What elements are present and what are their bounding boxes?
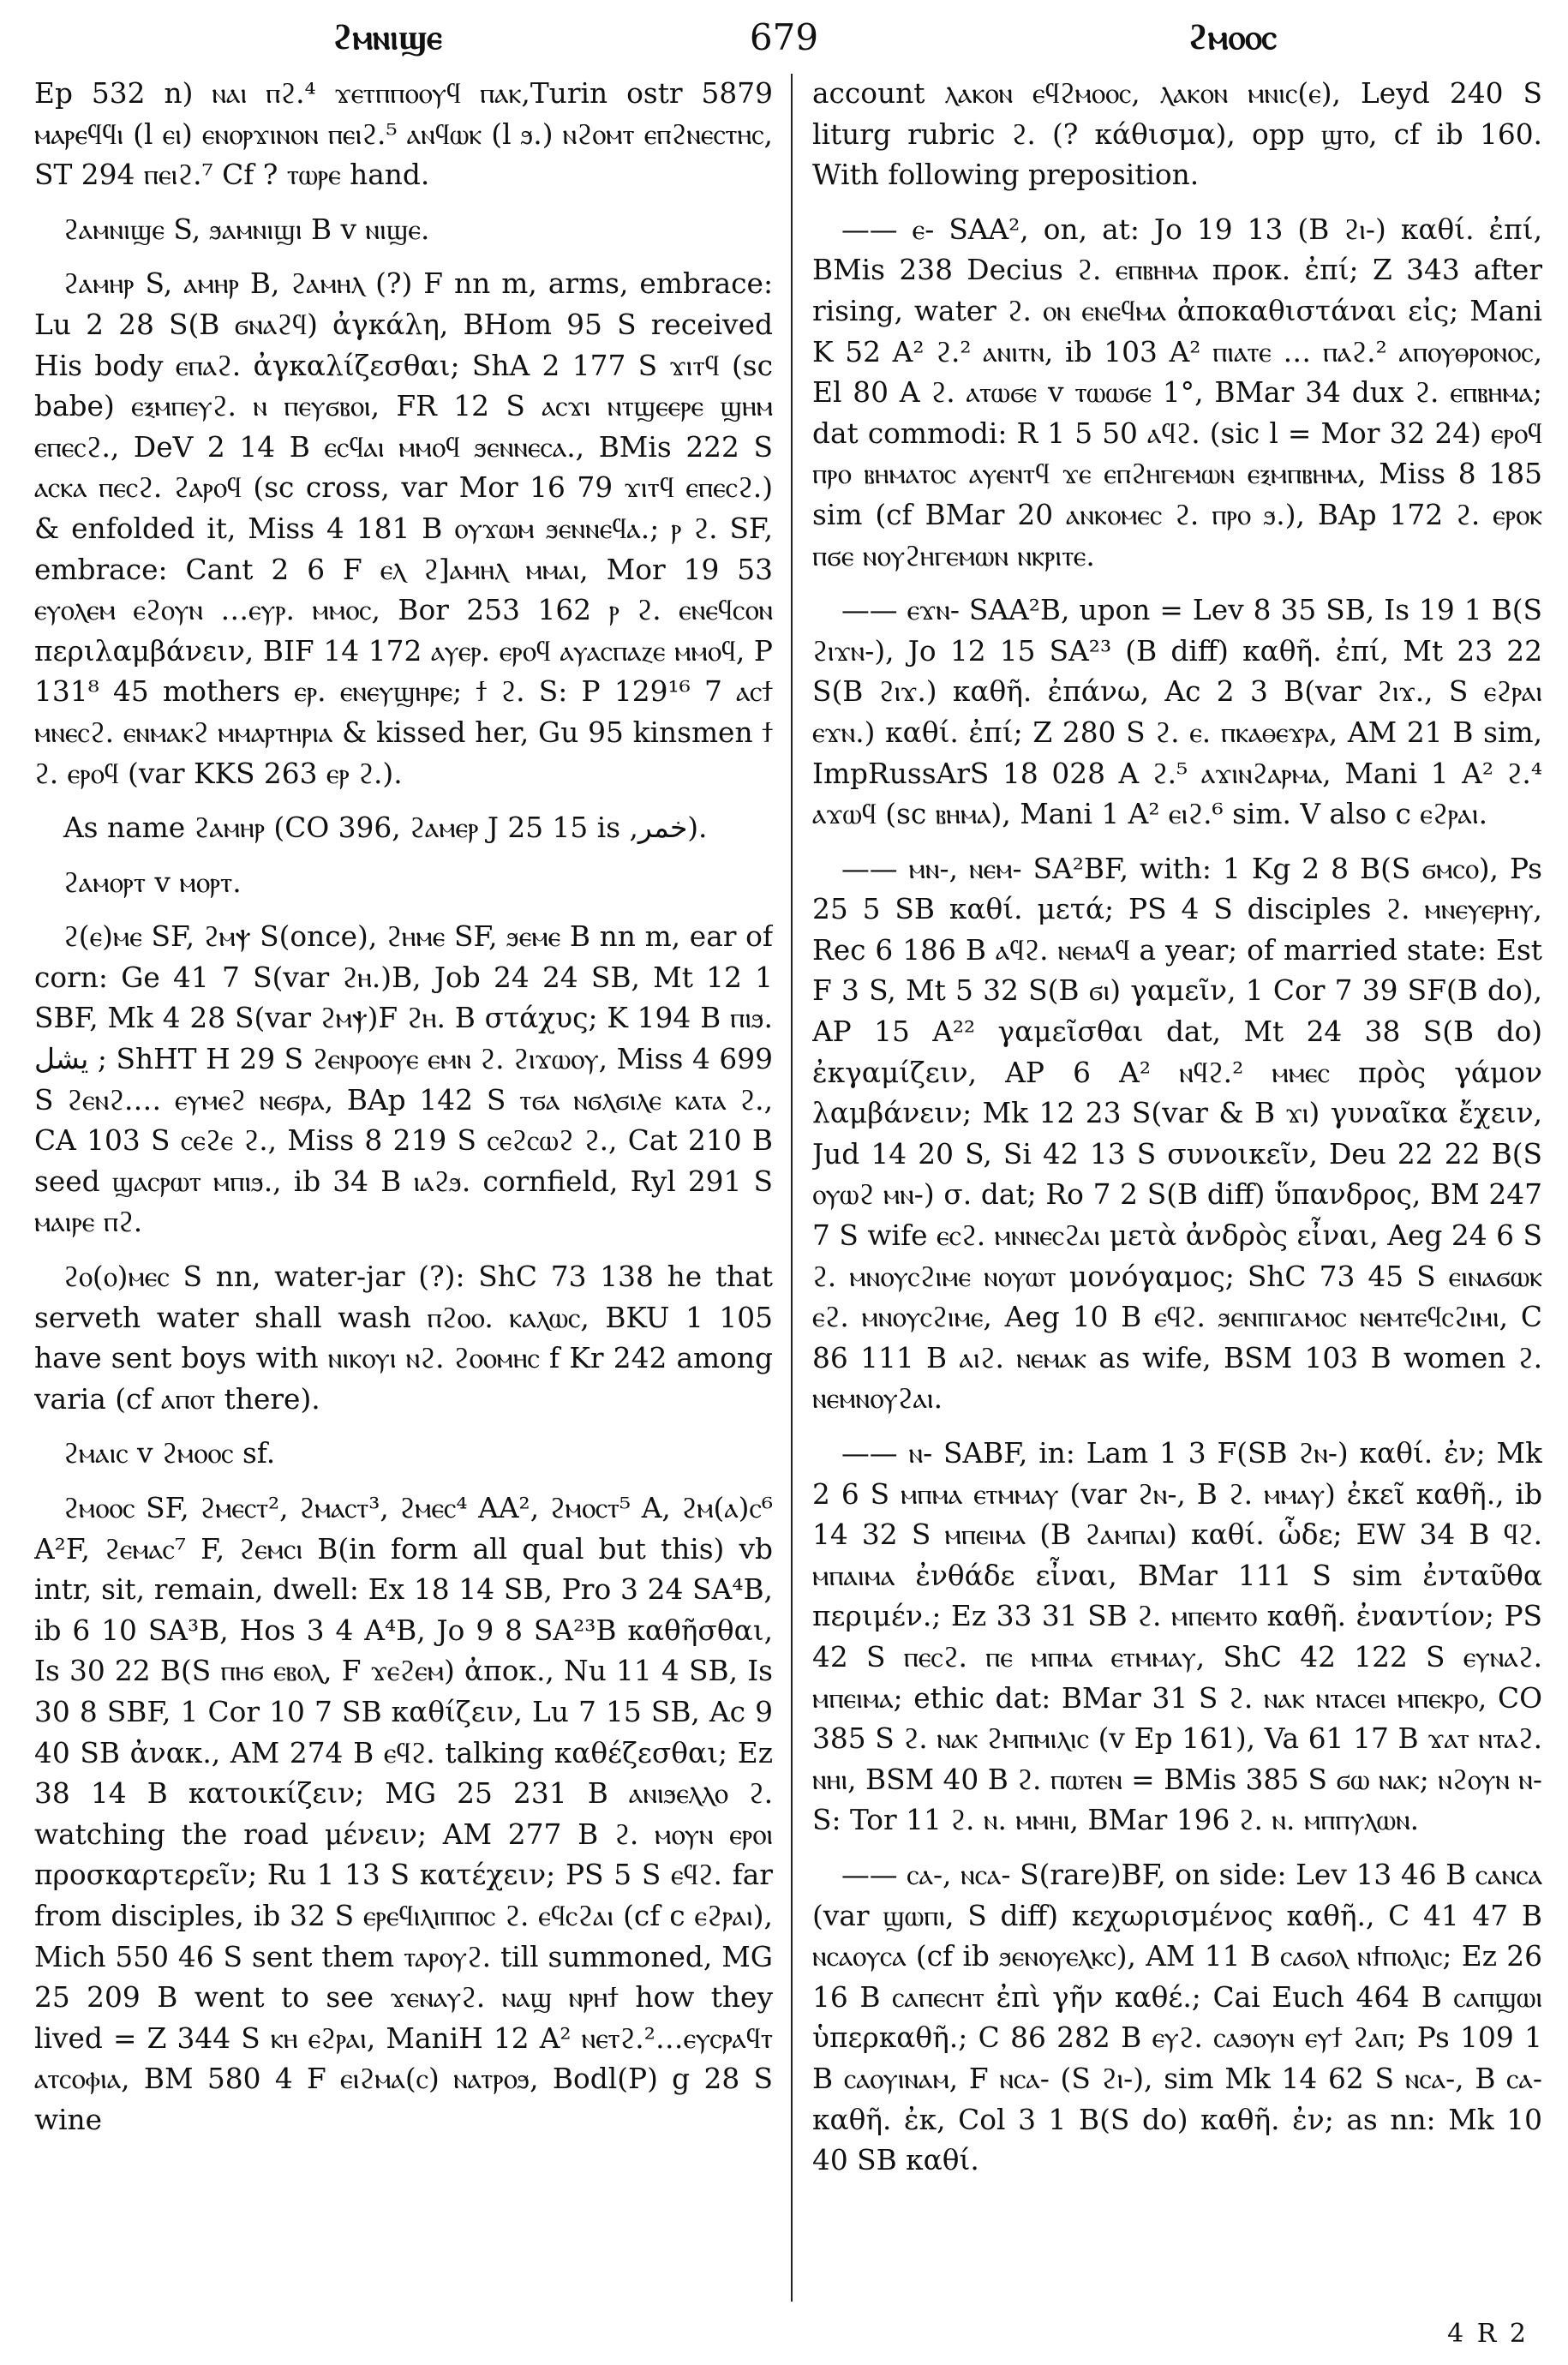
entry-continuation: Ep 532 n) ⲛⲁⲓ ⲡϩ.⁴ ϫⲉⲧⲡⲡⲟⲟⲩϥ ⲡⲁⲕ,Turin ostr 5879 ⲙⲁⲣⲉϥϥⲓ (l ⲉⲓ) ⲉⲛⲟⲣϫⲓⲛⲟⲛ ⲡⲉⲓϩ.⁵ ⲁⲛϥⲱⲕ (l ϧ.) ⲛϩⲟⲙⲧ ⲉⲡϩⲛⲉⲥⲧⲏⲥ, ST 294 ⲡⲉⲓϩ.⁷ Cf ? ⲧⲱⲣⲉ hand. xyxy=(34,77,773,192)
entry-hamer-name-note: As name ϩⲁⲙⲏⲣ (CO 396, ϩⲁⲙⲉⲣ J 25 15 is ,خمر). xyxy=(63,811,708,845)
entry-hmais: ϩⲙⲁⲓⲥ v ϩⲙⲟⲟⲥ sf. xyxy=(63,1437,276,1470)
subentry-e: —— ⲉ- SAA², on, at: Jo 19 13 (B ϩⲓ-) καθί. ἐπί, BMis 238 Decius ϩ. ⲉⲡⲃⲏⲙⲁ προκ. ἐπί; Z 343 after rising, water ϩ. ⲟⲛ ⲉⲛⲉϥⲙⲁ ἀποκαθιστάναι εἰς; Mani K 52 A² ϩ.² ⲁⲛⲓⲧⲛ, ib 103 A² ⲡⲓⲁⲧⲉ … ⲡⲁϩ.² ⲁⲡⲟⲩⲑⲣⲟⲛⲟⲥ, El 80 A ϩ. ⲁⲧⲱϭⲉ v ⲧⲱⲱϭⲉ 1°, BMar 34 dux ϩ. ⲉⲡⲃⲏⲙⲁ; dat commodi: R 1 5 50 ⲁϥϩ. (sic l = Mor 32 24) ⲉⲣⲟϥ ⲡⲣⲟ ⲃⲏⲙⲁⲧⲟⲥ ⲁⲩⲉⲛⲧϥ ϫⲉ ⲉⲡϩⲏⲅⲉⲙⲱⲛ ⲉⲝⲙⲡⲃⲏⲙⲁ, Miss 8 185 sim (cf BMar 20 ⲁⲛⲕⲟⲙⲉⲥ ϩ. ⲡⲣⲟ ϧ.), BAp 172 ϩ. ⲉⲣⲟⲕ ⲡϭⲉ ⲛⲟⲩϩⲏⲅⲉⲙⲱⲛ ⲛⲕⲣⲓⲧⲉ. xyxy=(812,213,1542,572)
subentry-ejn: —— ⲉϫⲛ- SAA²B, upon = Lev 8 35 SB, Is 19 1 B(S ϩⲓϫⲛ-), Jo 12 15 SA²³ (B diff) καθῆ. ἐπί, Mt 23 22 S(B ϩⲓϫ.) καθῆ. ἐπάνω, Ac 2 3 B(var ϩⲓϫ., S ⲉϩⲣⲁⲓ ⲉϫⲛ.) καθί. ἐπί; Z 280 S ϩ. ⲉ. ⲡⲕⲁⲑⲉϫⲣⲁ, AM 21 B sim, ImpRussArS 18 028 A ϩ.⁵ ⲁϫⲓⲛϩⲁⲣⲙⲁ, Mani 1 A² ϩ.⁴ ⲁϫⲱϥ (sc ⲃⲏⲙⲁ), Mani 1 A² ⲉⲓϩ.⁶ sim. V also c ⲉϩⲣⲁⲓ. xyxy=(812,594,1542,831)
subentry-n: —— ⲛ- SABF, in: Lam 1 3 F(SB ϩⲛ-) καθί. ἐν; Mk 2 6 S ⲙⲡⲙⲁ ⲉⲧⲙⲙⲁⲩ (var ϩⲛ-, B ϩ. ⲙⲙⲁⲩ) ἐκεῖ καθῆ., ib 14 32 S ⲙⲡⲉⲓⲙⲁ (B ϩⲁⲙⲡⲁⲓ) καθί. ὧδε; EW 34 B ϥϩ. ⲙⲡⲁⲓⲙⲁ ἐνθάδε εἶναι, BMar 111 S sim ἐνταῦθα περιμέν.; Ez 33 31 SB ϩ. ⲙⲡⲉⲙⲧⲟ καθῆ. ἐναντίον; PS 42 S ⲡⲉⲥϩ. ⲡⲉ ⲙⲡⲙⲁ ⲉⲧⲙⲙⲁⲩ, ShC 42 122 S ⲉⲩⲛⲁϩ. ⲙⲡⲉⲓⲙⲁ; ethic dat: BMar 31 S ϩ. ⲛⲁⲕ ⲛⲧⲁⲥⲉⲓ ⲙⲡⲉⲕⲣⲟ, CO 385 S ϩ. ⲛⲁⲕ ϩⲙⲡⲙⲓⲗⲓⲥ (v Ep 161), Va 61 17 B ϫⲁⲧ ⲛⲧⲁϩ. ⲛⲏⲓ, BSM 40 B ϩ. ⲡⲱⲧⲉⲛ = BMis 385 S ϭⲱ ⲛⲁⲕ; ⲛϩⲟⲩⲛ ⲛ-S: Tor 11 ϩ. ⲛ. ⲙⲙⲏⲓ, BMar 196 ϩ. ⲛ. ⲙⲡⲡⲩⲗⲱⲛ. xyxy=(812,1437,1542,1837)
column-divider xyxy=(791,74,793,2302)
entry-heme: ϩ(ⲉ)ⲙⲉ SF, ϩⲙⲯ S(once), ϩⲏⲙⲉ SF, ϧⲉⲙⲉ B nn m, ear of corn: Ge 41 7 S(var ϩⲏ.)B, Job 24 24 SB, Mt 12 1 SBF, Mk 4 28 S(var ϩⲙⲯ)F ϩⲏ. B στάχυς; K 194 B ⲡⲓϧ. ﻳﺸﻞ ; ShHT H 29 S ϩⲉⲛⲣⲟⲟⲩⲉ ⲉⲙⲛ ϩ. ϩⲓϫⲱⲟⲩ, Miss 4 699 S ϩⲉⲛϩ.… ⲉⲩⲙⲉϩ ⲛⲉϭⲣⲁ, BAp 142 S ⲧϭⲁ ⲛϭⲗϭⲓⲗⲉ ⲕⲁⲧⲁ ϩ., CA 103 S ⲥⲉϩⲉ ϩ., Miss 8 219 S ⲥⲉϩⲥⲱϩ ϩ., Cat 210 B seed ϣⲁⲥⲣⲱⲧ ⲙⲡⲓϧ., ib 34 B ⲓⲁϩϧ. cornfield, Ryl 291 S ⲙⲁⲓⲣⲉ ⲡϩ. xyxy=(34,920,773,1239)
subentry-sa-nsa: —— ⲥⲁ-, ⲛⲥⲁ- S(rare)BF, on side: Lev 13 46 B ⲥⲁⲛⲥⲁ (var ϣⲱⲡⲓ, S diff) κεχωρισμένος καθῆ., C 41 47 B ⲛⲥⲁⲟⲩⲥⲁ (cf ib ϧⲉⲛⲟⲩⲉⲗⲕⲥ), AM 11 B ⲥⲁϭⲟⲗ ⲛϯⲡⲟⲗⲓⲥ; Ez 26 16 B ⲥⲁⲡⲉⲥⲏⲧ ἐπὶ γῆν καθέ.; Cai Euch 464 B ⲥⲁⲡϣⲱⲓ ὑπερκαθῆ.; C 86 282 B ⲉⲩϩ. ⲥⲁϧⲟⲩⲛ ⲉⲩϯ ϩⲁⲡ; Ps 109 1 B ⲥⲁⲟⲩⲓⲛⲁⲙ, F ⲛⲥⲁ- (S ϩⲓ-), sim Mk 14 62 S ⲛⲥⲁ-, B ⲥⲁ- καθῆ. ἐκ, Col 3 1 B(S do) καθῆ. ἐν; as nn: Mk 10 40 SB καθί. xyxy=(812,1858,1542,2177)
header-right-word: ϩⲙⲟⲟⲥ xyxy=(1188,17,1277,57)
entry-hamort: ϩⲁⲙⲟⲣⲧ v ⲙⲟⲣⲧ. xyxy=(63,865,242,899)
entry-hmoos: ϩⲙⲟⲟⲥ SF, ϩⲙⲉⲥⲧ², ϩⲙⲁⲥⲧ³, ϩⲙⲉⲥ⁴ AA², ϩⲙⲟⲥⲧ⁵ A, ϩⲙ(ⲁ)ⲥ⁶ A²F, ϩⲉⲙⲁⲥ⁷ F, ϩⲉⲙⲥⲓ B(in form all qual but this) vb intr, sit, remain, dwell: Ex 18 14 SB, Pro 3 24 SA⁴B, ib 6 10 SA³B, Hos 3 4 A⁴B, Jo 9 8 SA²³B καθῆσθαι, Is 30 22 B(S ⲡⲏϭ ⲉⲃⲟⲗ, F ϫⲉϩⲉⲙ) ἀποκ., Nu 11 4 SB, Is 30 8 SBF, 1 Cor 10 7 SB καθίζειν, Lu 7 15 SB, Ac 9 40 SB ἀνακ., AM 274 B ⲉϥϩ. talking καθέζεσθαι; Ez 38 14 B κατοικίζειν; MG 25 231 B ⲁⲛⲓϧⲉⲗⲗⲟ ϩ. watching the road μένειν; AM 277 B ϩ. ⲙⲟⲩⲛ ⲉⲣⲟⲓ προσκαρτερεῖν; Ru 1 13 S κατέχειν; PS 5 S ⲉϥϩ. far from disciples, ib 32 S ⲉⲣⲉϥⲓⲗⲓⲡⲡⲟⲥ ϩ. ⲉϥⲥϩⲁⲓ (cf c ⲉϩⲣⲁⲓ), Mich 550 46 S sent them ⲧⲁⲣⲟⲩϩ. till summoned, MG 25 209 B went to see ϫⲉⲛⲁⲩϩ. ⲛⲁϣ ⲛⲣⲏϯ how they lived = Z 344 S ⲕⲏ ⲉϩⲣⲁⲓ, ManiH 12 A² ⲛⲉⲧϩ.²…ⲉⲩⲥⲣⲁϥⲧ ⲁⲧⲥⲟⲫⲓⲁ, BM 580 4 F ⲉⲓϩⲙⲁ(ⲥ) ⲛⲁⲧⲣⲟϧ, Bodl(P) g 28 S wine xyxy=(34,1492,773,2136)
running-header xyxy=(34,12,1534,63)
signature-mark: 4 R 2 xyxy=(1447,2319,1529,2349)
entry-hoomes: ϩⲟ(ⲟ)ⲙⲉⲥ S nn, water-jar (?): ShC 73 138 he that serveth water shall wash ⲡϩⲟⲟ. ⲕⲁⲗⲱⲥ, BKU 1 105 have sent boys with ⲛⲓⲕⲟⲩⲓ ⲛϩ. ϩⲟⲟⲙⲏⲥ f Kr 242 among varia (cf ⲁⲡⲟⲧ there). xyxy=(34,1260,773,1416)
entry-hamnishe: ϩⲁⲙⲛⲓϣⲉ S, ϧⲁⲙⲛⲓϣⲓ B v ⲛⲓϣⲉ. xyxy=(63,213,430,246)
entry-hmoos-continued: account ⲗⲁⲕⲟⲛ ⲉϥϩⲙⲟⲟⲥ, ⲗⲁⲕⲟⲛ ⲙⲛⲓⲥ(ⲉ), Leyd 240 S liturg rubric ϩ. (? κάθισμα), opp ϣⲧⲟ, cf ib 160. With following preposition. xyxy=(812,77,1542,192)
left-column xyxy=(34,74,773,2284)
entry-hamer: ϩⲁⲙⲏⲣ S, ⲁⲙⲏⲣ B, ϩⲁⲙⲏⲗ (?) F nn m, arms, embrace: Lu 2 28 S(B ϭⲛⲁϩϥ) ἀγκάλη, BHom 95 S received His body ⲉⲡⲁϩ. ἀγκαλίζεσθαι; ShA 2 177 S ϫⲓⲧϥ (sc babe) ⲉⲝⲙⲡⲉⲩϩ. ⲛ ⲡⲉⲩϭⲃⲟⲓ, FR 12 S ⲁⲥϫⲓ ⲛⲧϣⲉⲉⲣⲉ ϣⲏⲙ ⲉⲡⲉⲥϩ., DeV 2 14 B ⲉⲥϥⲁⲓ ⲙⲙⲟϥ ϧⲉⲛⲛⲉⲥⲁ., BMis 222 S ⲁⲥⲕⲁ ⲡⲉⲥϩ. ϩⲁⲣⲟϥ (sc cross, var Mor 16 79 ϫⲓⲧϥ ⲉⲡⲉⲥϩ.) & enfolded it, Miss 4 181 B ⲟⲩϫⲱⲙ ϧⲉⲛⲛⲉϥⲁ.; ⲣ ϩ. SF, embrace: Cant 2 6 F ⲉⲗ ϩ]ⲁⲙⲏⲗ ⲙⲙⲁⲓ, Mor 19 53 ⲉⲩⲟⲗⲉⲙ ⲉϩⲟⲩⲛ …ⲉⲩⲣ. ⲙⲙⲟⲥ, Bor 253 162 ⲣ ϩ. ⲉⲛⲉϥⲥⲟⲛ περιλαμβάνειν, BIF 14 172 ⲁⲩⲉⲣ. ⲉⲣⲟϥ ⲁⲩⲁⲥⲡⲁⲍⲉ ⲙⲙⲟϥ, P 131⁸ 45 mothers ⲉⲣ. ⲉⲛⲉⲩϣⲏⲣⲉ; ϯ ϩ. S: P 129¹⁶ 7 ⲁⲥϯ ⲙⲛⲉⲥϩ. ⲉⲛⲙⲁⲕϩ ⲙⲙⲁⲣⲧⲏⲣⲓⲁ & kissed her, Gu 95 kinsmen ϯ ϩ. ⲉⲣⲟϥ (var KKS 263 ⲉⲣ ϩ.). xyxy=(34,267,773,790)
right-column xyxy=(812,74,1542,2284)
page-number: 679 xyxy=(749,16,819,58)
header-left-word: ϩⲙⲛⲓϣⲉ xyxy=(332,17,442,57)
subentry-mn-nem: —— ⲙⲛ-, ⲛⲉⲙ- SA²BF, with: 1 Kg 2 8 B(S ϭⲙⲥⲟ), Ps 25 5 SB καθί. μετά; PS 4 S disciples ϩ. ⲙⲛⲉⲩⲉⲣⲏⲩ, Rec 6 186 B ⲁϥϩ. ⲛⲉⲙⲁϥ a year; of married state: Est F 3 S, Mt 5 32 S(B ϭⲓ) γαμεῖν, 1 Cor 7 39 SF(B do), AP 15 A²² γαμεῖσθαι dat, Mt 24 38 S(B do) ἐκγαμίζειν, AP 6 A² ⲛϥϩ.² ⲙⲙⲉⲥ πρὸς γάμον λαμβάνειν; Mk 12 23 S(var & B ϫⲓ) γυναῖκα ἔχειν, Jud 14 20 S, Si 42 13 S συνοικεῖν, Deu 22 22 B(S ⲟⲩⲱϩ ⲙⲛ-) σ. dat; Ro 7 2 S(B diff) ὕπανδρος, BM 247 7 S wife ⲉⲥϩ. ⲙⲛⲛⲉⲥϩⲁⲓ μετὰ ἀνδρὸς εἶναι, Aeg 24 6 S ϩ. ⲙⲛⲟⲩⲥϩⲓⲙⲉ ⲛⲟⲩⲱⲧ μονόγαμος; ShC 73 45 S ⲉⲓⲛⲁϭⲱⲕ ⲉϩ. ⲙⲛⲟⲩⲥϩⲓⲙⲉ, Aeg 10 B ⲉϥϩ. ϧⲉⲛⲡⲓⲅⲁⲙⲟⲥ ⲛⲉⲙⲧⲉϥⲥϩⲓⲙⲓ, C 86 111 B ⲁⲓϩ. ⲛⲉⲙⲁⲕ as wife, BSM 103 B women ϩ. ⲛⲉⲙⲛⲟⲩϩⲁⲓ. xyxy=(812,852,1542,1416)
